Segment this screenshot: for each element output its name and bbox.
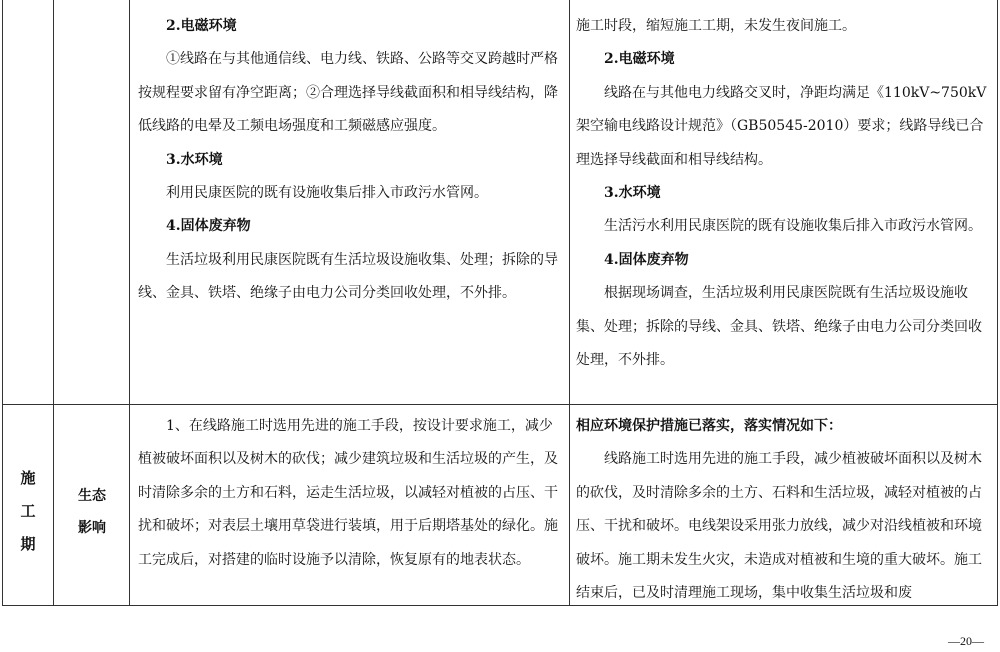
ecology-impl-heading: 相应环境保护措施已落实，落实情况如下：	[576, 418, 842, 434]
measures-text-waste: 生活垃圾利用民康医院既有生活垃圾设施收集、处理；拆除的导线、金具、铁塔、绝缘子由电力公司分类回收处理，不外排。	[138, 251, 558, 302]
impl-heading-waste: 4.固体废弃物	[604, 251, 689, 268]
top-implementation-cell	[576, 10, 993, 377]
column-divider	[53, 0, 54, 605]
measures-heading-em: 2.电磁环境	[166, 18, 237, 34]
phase-label	[13, 467, 43, 566]
env-measures-table	[2, 0, 998, 606]
measures-text-water: 利用民康医院的既有设施收集后排入市政污水管网。	[166, 185, 488, 202]
ecology-impl-text: 线路施工时选用先进的施工手段，减少植被破坏面积以及树木的砍伐，及时清除多余的土方、石料和生活垃圾，减轻对植被的占压、干扰和破坏。电线架设采用张力放线，减少对沿线植被和环境破坏。施工期未发生火灾，未造成对植被和生境的重大破坏。施工结束后，已及时清理施工现场，集中收集生活垃圾和废	[576, 451, 982, 602]
category-label	[72, 485, 112, 549]
phase-char: 施	[20, 469, 36, 487]
impl-text-em: 线路在与其他电力线路交叉时，净距均满足《110kV~750kV架空输电线路设计规范》（GB50545-2010）要求；线路导线已合理选择导线截面和相导线结构。	[576, 84, 987, 168]
measures-heading-waste: 4.固体废弃物	[166, 218, 251, 235]
ecology-measures-text: 1、在线路施工时选用先进的施工手段，按设计要求施工，减少植被破坏面积以及树木的砍伐；减少建筑垃圾和生活垃圾的产生，及时清除多余的土方和石料，运走生活垃圾，以减轻对植被的占压、干扰和破坏；对表层土壤用草袋进行装填，用于后期塔基处的绿化。施工完成后，对搭建的临时设施予以清除，恢复原有的地表状态。	[138, 418, 558, 568]
phase-char: 工	[20, 502, 36, 520]
row-divider	[2, 404, 997, 405]
column-divider	[569, 0, 570, 605]
measures-text-em: ①线路在与其他通信线、电力线、铁路、公路等交叉跨越时严格按规程要求留有净空距离；②合理选择导线截面积和相导线结构，降低线路的电晕及工频电场强度和工频磁感应强度。	[138, 51, 558, 135]
column-divider	[129, 0, 130, 605]
measures-heading-water: 3.水环境	[166, 151, 223, 168]
impl-text-waste: 根据现场调查，生活垃圾利用民康医院既有生活垃圾设施收集、处理；拆除的导线、金具、铁塔、绝缘子由电力公司分类回收处理，不外排。	[576, 285, 982, 369]
impl-text-water: 生活污水利用民康医院的既有设施收集后排入市政污水管网。	[604, 218, 982, 235]
table-border-left	[2, 0, 3, 605]
bottom-measures-cell	[138, 410, 563, 577]
phase-char: 期	[20, 535, 36, 553]
impl-heading-water: 3.水环境	[604, 185, 661, 202]
page-number: —20—	[948, 634, 984, 648]
bottom-implementation-cell	[576, 410, 993, 610]
top-measures-cell	[138, 10, 563, 311]
impl-heading-em: 2.电磁环境	[604, 51, 675, 68]
category-line: 生态	[78, 488, 106, 504]
impl-text-schedule: 施工时段，缩短施工工期，未发生夜间施工。	[576, 18, 856, 34]
category-line: 影响	[78, 520, 106, 536]
